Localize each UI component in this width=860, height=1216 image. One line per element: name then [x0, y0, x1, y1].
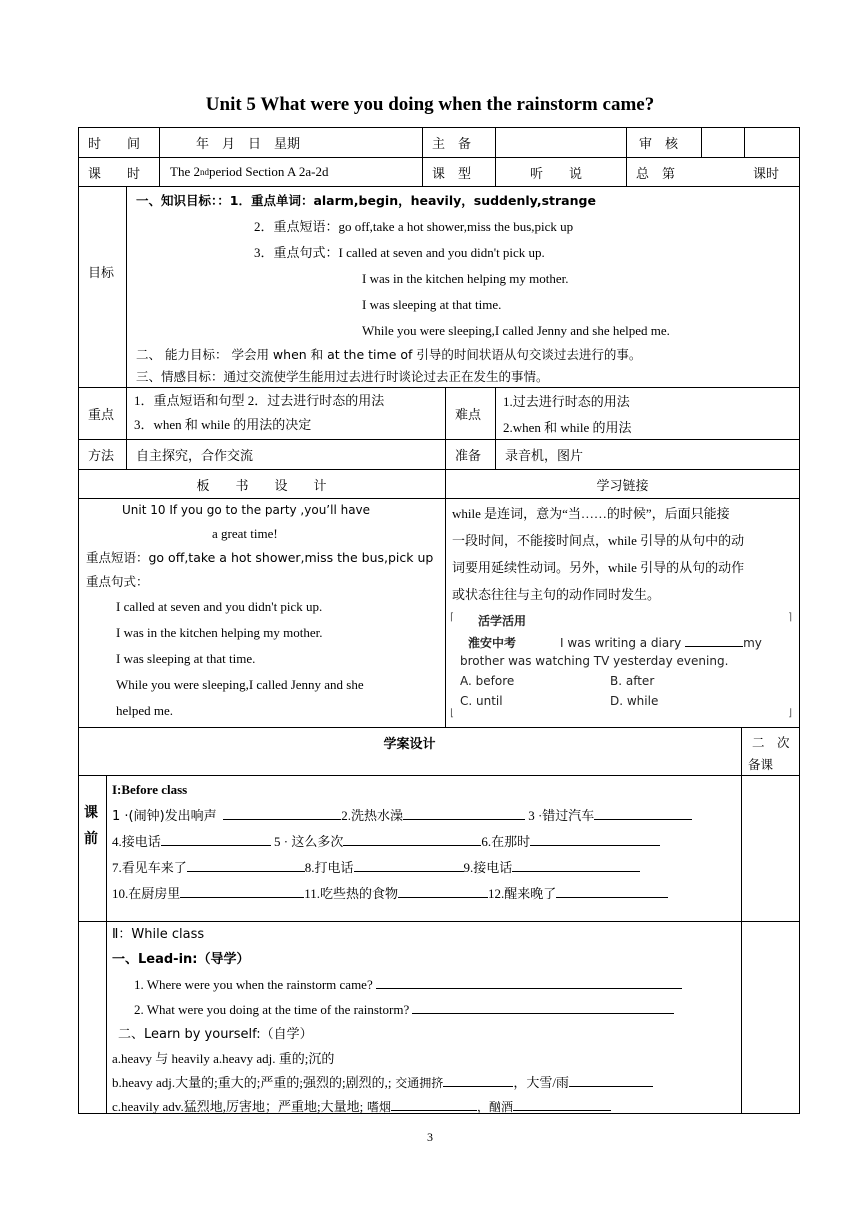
difficult-label: 难点 [455, 408, 482, 423]
time-label: 时 间 [88, 136, 141, 152]
option-a: A. before [460, 674, 515, 688]
key-points-label: 重点 [88, 408, 115, 423]
board-unit-line: Unit 10 If you go to the party ,you’ll have [122, 503, 371, 517]
zhubei-label: 主 备 [432, 136, 472, 152]
links-header: 学习链接 [596, 478, 649, 494]
vocab-row-3: 7.看见车来了 8.打电话 9.接电话 [112, 855, 740, 881]
vocab-row-2: 4.接电话 5 · 这么多次 6.在那时 [112, 829, 740, 855]
goals-label: 目标 [88, 265, 115, 281]
option-b: B. after [610, 674, 655, 688]
quiz-heading: 活学活用 [478, 614, 527, 628]
links-content: while 是连词，意为“当……的时候”，后面只能接 一段时间，不能接时间点，while 引导的从句中的动 词要用延续性动词。另外，while 引导的从句的动作 或状态往往与主句的动作同时发生。 [452, 506, 745, 602]
practice-quiz: ⌈ ⌉ 活学活用 淮安中考 I was writing a diary my brother was watching TV yesterday evening. A. before B. after C. until D. while ⌊ ⌋ [450, 612, 792, 719]
prep-label: 准备 [455, 449, 482, 464]
pre-class-label: 课 前 [84, 805, 98, 847]
period-value: The 2 nd period Section A 2a-2d [170, 164, 329, 179]
shenhe-label: 审 核 [639, 136, 679, 152]
while-class-content: Ⅱ：While class 一、Lead-in:（导学） 1. Where were you when the rainstorm came? 2. What were you doing at the time of the rainstorm? 二、Learn by yourself:（自学） a.heavy 与 heavily a.heavy adj. 重的;沉的 b.heavy adj.大量的;重大的;严重的;强烈的;剧烈的,; 交通拥挤 ，大雪/雨 c.heavily adv.猛烈地,厉害地；严重地;大量地; 嗜烟 ，酗酒 [112, 922, 740, 1119]
board-content: Unit 10 If you go to the party ,you’ll have a great time! 重点短语：go off,take a hot shower,miss the bus,pick up 重点句式： I called at seven and you didn't pick up. I was in the kitchen helping my mother. I was sleeping at that time. While you were sleeping,I called Jenny and she helped me. [86, 503, 434, 718]
board-header: 板 书 设 计 [196, 478, 327, 494]
document-title: Unit 5 What were you doing when the rainstorm came? [205, 94, 655, 115]
plan-header: 学案设计 [383, 736, 436, 752]
prep-value: 录音机，图片 [505, 449, 584, 464]
zongdi-label: 总 第 [636, 166, 676, 182]
kexing-label: 课 型 [432, 166, 472, 182]
difficult-content: 1.过去进行时态的用法 2.when 和 while 的用法 [503, 394, 632, 435]
option-d: D. while [610, 694, 659, 708]
key-points-content: 1．重点短语和句型 2．过去进行时态的用法 3．when 和 while 的用法的决定 [134, 393, 385, 432]
quiz-source: 淮安中考 [468, 636, 517, 650]
vocab-row-4: 10.在厨房里 11.吃些热的食物 12.醒来晚了 [112, 881, 740, 907]
date-fields: 年 月 日 星期 [196, 136, 301, 152]
quiz-question-line2: brother was watching TV yesterday evening. [460, 654, 729, 668]
pre-class-content: I:Before class 1 ·(闹钟)发出响声 2.洗热水澡 3 ·错过汽车 4.接电话 5 · 这么多次 6.在那时 7.看见车来了 8.打电话 9.接电话 10.在厨房里 11.吃些热的食物 12.醒来晚了 [112, 777, 740, 907]
quiz-question-line1: I was writing a diary my [560, 636, 762, 650]
method-value: 自主探究，合作交流 [136, 449, 254, 464]
vocab-row-1: 1 ·(闹钟)发出响声 2.洗热水澡 3 ·错过汽车 [112, 803, 740, 829]
option-c: C. until [460, 694, 503, 708]
page-number: 3 [427, 1130, 433, 1144]
second-prep-label: 二 次 备课 [748, 735, 790, 772]
goals-content: 一、知识目标：：1．重点单词：alarm,begin，heavily，suddenly,strange 2．重点短语：go off,take a hot shower,miss the bus,pick up 3．重点句式：I called at seven and you didn't pick up. I was in the kitchen helping my mother. I was sleeping at that time. While you were sleeping,I called Jenny and she helped me. 二、 能力目标： 学会用 when 和 at the time of 引导的时间状语从句交谈过去进行的事。 三、情感目标：通过交流使学生能用过去进行时谈论过去正在发生的事情。 [136, 193, 670, 384]
keshi-end: 课时 [753, 166, 780, 182]
kexing-value: 听 说 [530, 166, 583, 182]
keshi-label: 课 时 [88, 166, 141, 182]
method-label: 方法 [88, 449, 115, 464]
